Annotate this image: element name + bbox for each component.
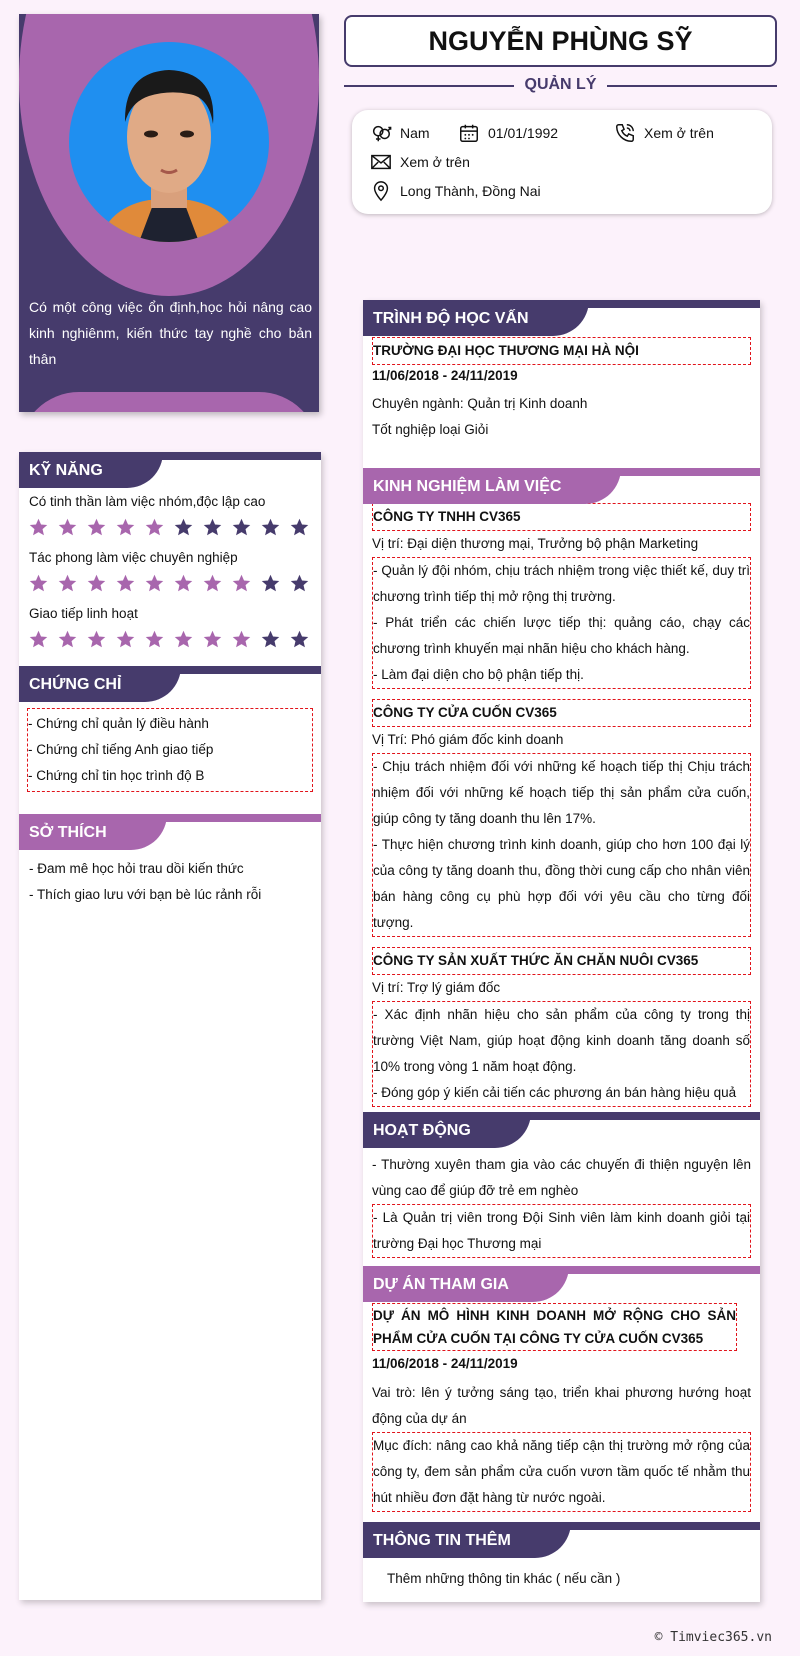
- list-item: - Đam mê học hỏi trau dồi kiến thức: [29, 861, 244, 876]
- right-column: [363, 300, 760, 1602]
- job-description: - Quản lý đội nhóm, chịu trách nhiệm trong việc thiết kế, duy trì chương trình tiếp thị mở rộng thị trường. - Phát triển các chiến lược tiếp thị: quảng cáo, chạy các chương trình khuyến mại nhãn hiệu cho khách hàng. - Làm đại diện cho bộ phận tiếp thị.: [372, 557, 751, 689]
- extra-info-section: [363, 1522, 760, 1592]
- star-filled-icon: [86, 573, 107, 594]
- project-name: DỰ ÁN MÔ HÌNH KINH DOANH MỞ RỘNG CHO SẢN PHẨM CỬA CUỐN TẠI CÔNG TY CỬA CUỐN CV365: [372, 1303, 737, 1351]
- extra-info-header: THÔNG TIN THÊM: [363, 1522, 760, 1558]
- avatar-photo: [69, 42, 269, 242]
- career-objective: Có một công việc ổn định,học hỏi nâng cao kinh nghiênm, kiến thức tay nghề cho bản thân: [29, 299, 312, 367]
- education-major: Chuyên ngành: Quản trị Kinh doanh: [372, 396, 588, 411]
- job-title-text: QUẢN LÝ: [524, 76, 597, 93]
- company-name: CÔNG TY SẢN XUẤT THỨC ĂN CHĂN NUÔI CV365: [372, 947, 751, 975]
- job-role: Vị Trí: Phó giám đốc kinh doanh: [372, 732, 564, 747]
- profile-card: [19, 14, 319, 412]
- address: [370, 180, 541, 202]
- avatar[interactable]: [69, 42, 269, 242]
- star-filled-icon: [57, 573, 78, 594]
- hobbies-list: [29, 856, 311, 908]
- star-filled-icon: [28, 573, 49, 594]
- birthday-value: 01/01/1992: [488, 125, 559, 141]
- star-filled-icon: [202, 629, 223, 650]
- full-name: NGUYỄN PHÙNG SỸ: [344, 15, 777, 67]
- star-filled-icon: [173, 629, 194, 650]
- star-empty-icon: [289, 517, 310, 538]
- birthday: [458, 122, 558, 144]
- skill-rating: [28, 517, 321, 538]
- star-filled-icon: [86, 629, 107, 650]
- list-item: - Chứng chỉ tiếng Anh giao tiếp: [28, 742, 214, 757]
- star-filled-icon: [144, 573, 165, 594]
- star-filled-icon: [57, 517, 78, 538]
- profile-card-footer-arc: [19, 392, 319, 412]
- education-time: 11/06/2018 - 24/11/2019: [372, 368, 518, 383]
- star-empty-icon: [173, 517, 194, 538]
- list-item: - Chứng chỉ quản lý điều hành: [28, 716, 209, 731]
- activities-header: HOẠT ĐỘNG: [363, 1112, 760, 1148]
- star-filled-icon: [28, 629, 49, 650]
- list-item: - Chứng chỉ tin học trình độ B: [28, 768, 205, 783]
- job-description: - Xác định nhãn hiệu cho sản phẩm của công ty trong thị trường Việt Nam, giúp hoạt động kinh doanh tăng doanh số 10% trong vòng 1 năm hoạt động. - Đóng góp ý kiến cải tiến các phương án bán hàng hiệu quả: [372, 1001, 751, 1107]
- skill-rating: [28, 573, 321, 594]
- certificates-list: [27, 708, 313, 792]
- education-grade: Tốt nghiệp loại Giỏi: [372, 422, 489, 437]
- skill-label: Giao tiếp linh hoạt: [29, 606, 138, 621]
- job-description: - Chịu trách nhiệm đối với những kế hoạch tiếp thị Chịu trách nhiệm đối với những kế hoạch tiếp thị sản phẩm cửa cuốn, giúp công ty tăng doanh thu lên 17%. - Thực hiện chương trình kinh doanh, giúp cho hơn 100 đại lý của công ty tăng doanh thu, đồng thời cung cấp cho nhân viên bán hàng công cụ phù hợp đối với yêu cầu cho từng đối tượng.: [372, 753, 751, 937]
- skills-list: [19, 494, 321, 650]
- star-empty-icon: [260, 517, 281, 538]
- email-icon: [370, 151, 392, 173]
- extra-info-text: Thêm những thông tin khác ( nếu cần ): [387, 1571, 621, 1586]
- job-role: Vị trí: Đại diện thương mại, Trưởng bộ phận Marketing: [372, 536, 699, 551]
- project-time: 11/06/2018 - 24/11/2019: [372, 1356, 518, 1371]
- email-value: Xem ở trên: [400, 154, 470, 170]
- star-filled-icon: [28, 517, 49, 538]
- star-filled-icon: [115, 629, 136, 650]
- star-filled-icon: [202, 573, 223, 594]
- activities-section: [363, 1112, 760, 1258]
- skills-header: KỸ NĂNG: [19, 452, 321, 488]
- star-filled-icon: [86, 517, 107, 538]
- footer-watermark: © Timviec365.vn: [654, 1630, 772, 1645]
- skill-label: Có tinh thần làm việc nhóm,độc lập cao: [29, 494, 266, 509]
- contact-info: [352, 110, 772, 214]
- star-filled-icon: [231, 573, 252, 594]
- hobbies-header: SỞ THÍCH: [19, 814, 321, 850]
- star-filled-icon: [173, 573, 194, 594]
- location-pin-icon: [370, 180, 392, 202]
- skill-rating: [28, 629, 321, 650]
- phone-value: Xem ở trên: [644, 125, 714, 141]
- phone: [614, 122, 714, 144]
- project-role: Vai trò: lên ý tưởng sáng tạo, triển khai phương hướng hoạt động của dự án: [372, 1385, 751, 1426]
- activity-item: - Thường xuyên tham gia vào các chuyến đi thiện nguyện lên vùng cao để giúp đỡ trẻ em nghèo: [372, 1157, 751, 1198]
- calendar-icon: [458, 122, 480, 144]
- star-empty-icon: [202, 517, 223, 538]
- star-filled-icon: [231, 629, 252, 650]
- phone-icon: [614, 122, 636, 144]
- star-empty-icon: [231, 517, 252, 538]
- left-column: [19, 452, 321, 1600]
- job-title: [344, 72, 777, 98]
- gender-icon: [370, 122, 392, 144]
- company-name: CÔNG TY CỬA CUỐN CV365: [372, 699, 751, 727]
- job-role: Vị trí: Trợ lý giám đốc: [372, 980, 501, 995]
- star-empty-icon: [289, 573, 310, 594]
- star-filled-icon: [144, 629, 165, 650]
- star-empty-icon: [260, 573, 281, 594]
- star-empty-icon: [289, 629, 310, 650]
- company-name: CÔNG TY TNHH CV365: [372, 503, 751, 531]
- address-value: Long Thành, Đồng Nai: [400, 183, 541, 199]
- star-filled-icon: [57, 629, 78, 650]
- school-name: TRƯỜNG ĐẠI HỌC THƯƠNG MẠI HÀ NỘI: [372, 337, 751, 365]
- star-filled-icon: [115, 573, 136, 594]
- experience-section: [363, 468, 760, 1107]
- skill-label: Tác phong làm việc chuyên nghiệp: [29, 550, 238, 565]
- activity-item: - Là Quản trị viên trong Đội Sinh viên làm kinh doanh giỏi tại trường Đại học Thương mại: [372, 1204, 751, 1258]
- projects-header: DỰ ÁN THAM GIA: [363, 1266, 760, 1302]
- projects-section: [363, 1266, 760, 1512]
- gender: [370, 122, 430, 144]
- gender-value: Nam: [400, 125, 430, 141]
- email: [370, 151, 470, 173]
- experience-header: KINH NGHIỆM LÀM VIỆC: [363, 468, 760, 504]
- star-empty-icon: [260, 629, 281, 650]
- certificates-header: CHỨNG CHỈ: [19, 666, 321, 702]
- star-filled-icon: [144, 517, 165, 538]
- education-section: [363, 300, 760, 443]
- list-item: - Thích giao lưu với bạn bè lúc rảnh rỗi: [29, 887, 262, 902]
- star-filled-icon: [115, 517, 136, 538]
- education-header: TRÌNH ĐỘ HỌC VẤN: [363, 300, 760, 336]
- project-goal: Mục đích: nâng cao khả năng tiếp cận thị trường mở rộng của công ty, đem sản phẩm cửa cuốn vươn tầm quốc tế nhằm thu hút nhiều đơn đặt hàng từ nước ngoài.: [372, 1432, 751, 1512]
